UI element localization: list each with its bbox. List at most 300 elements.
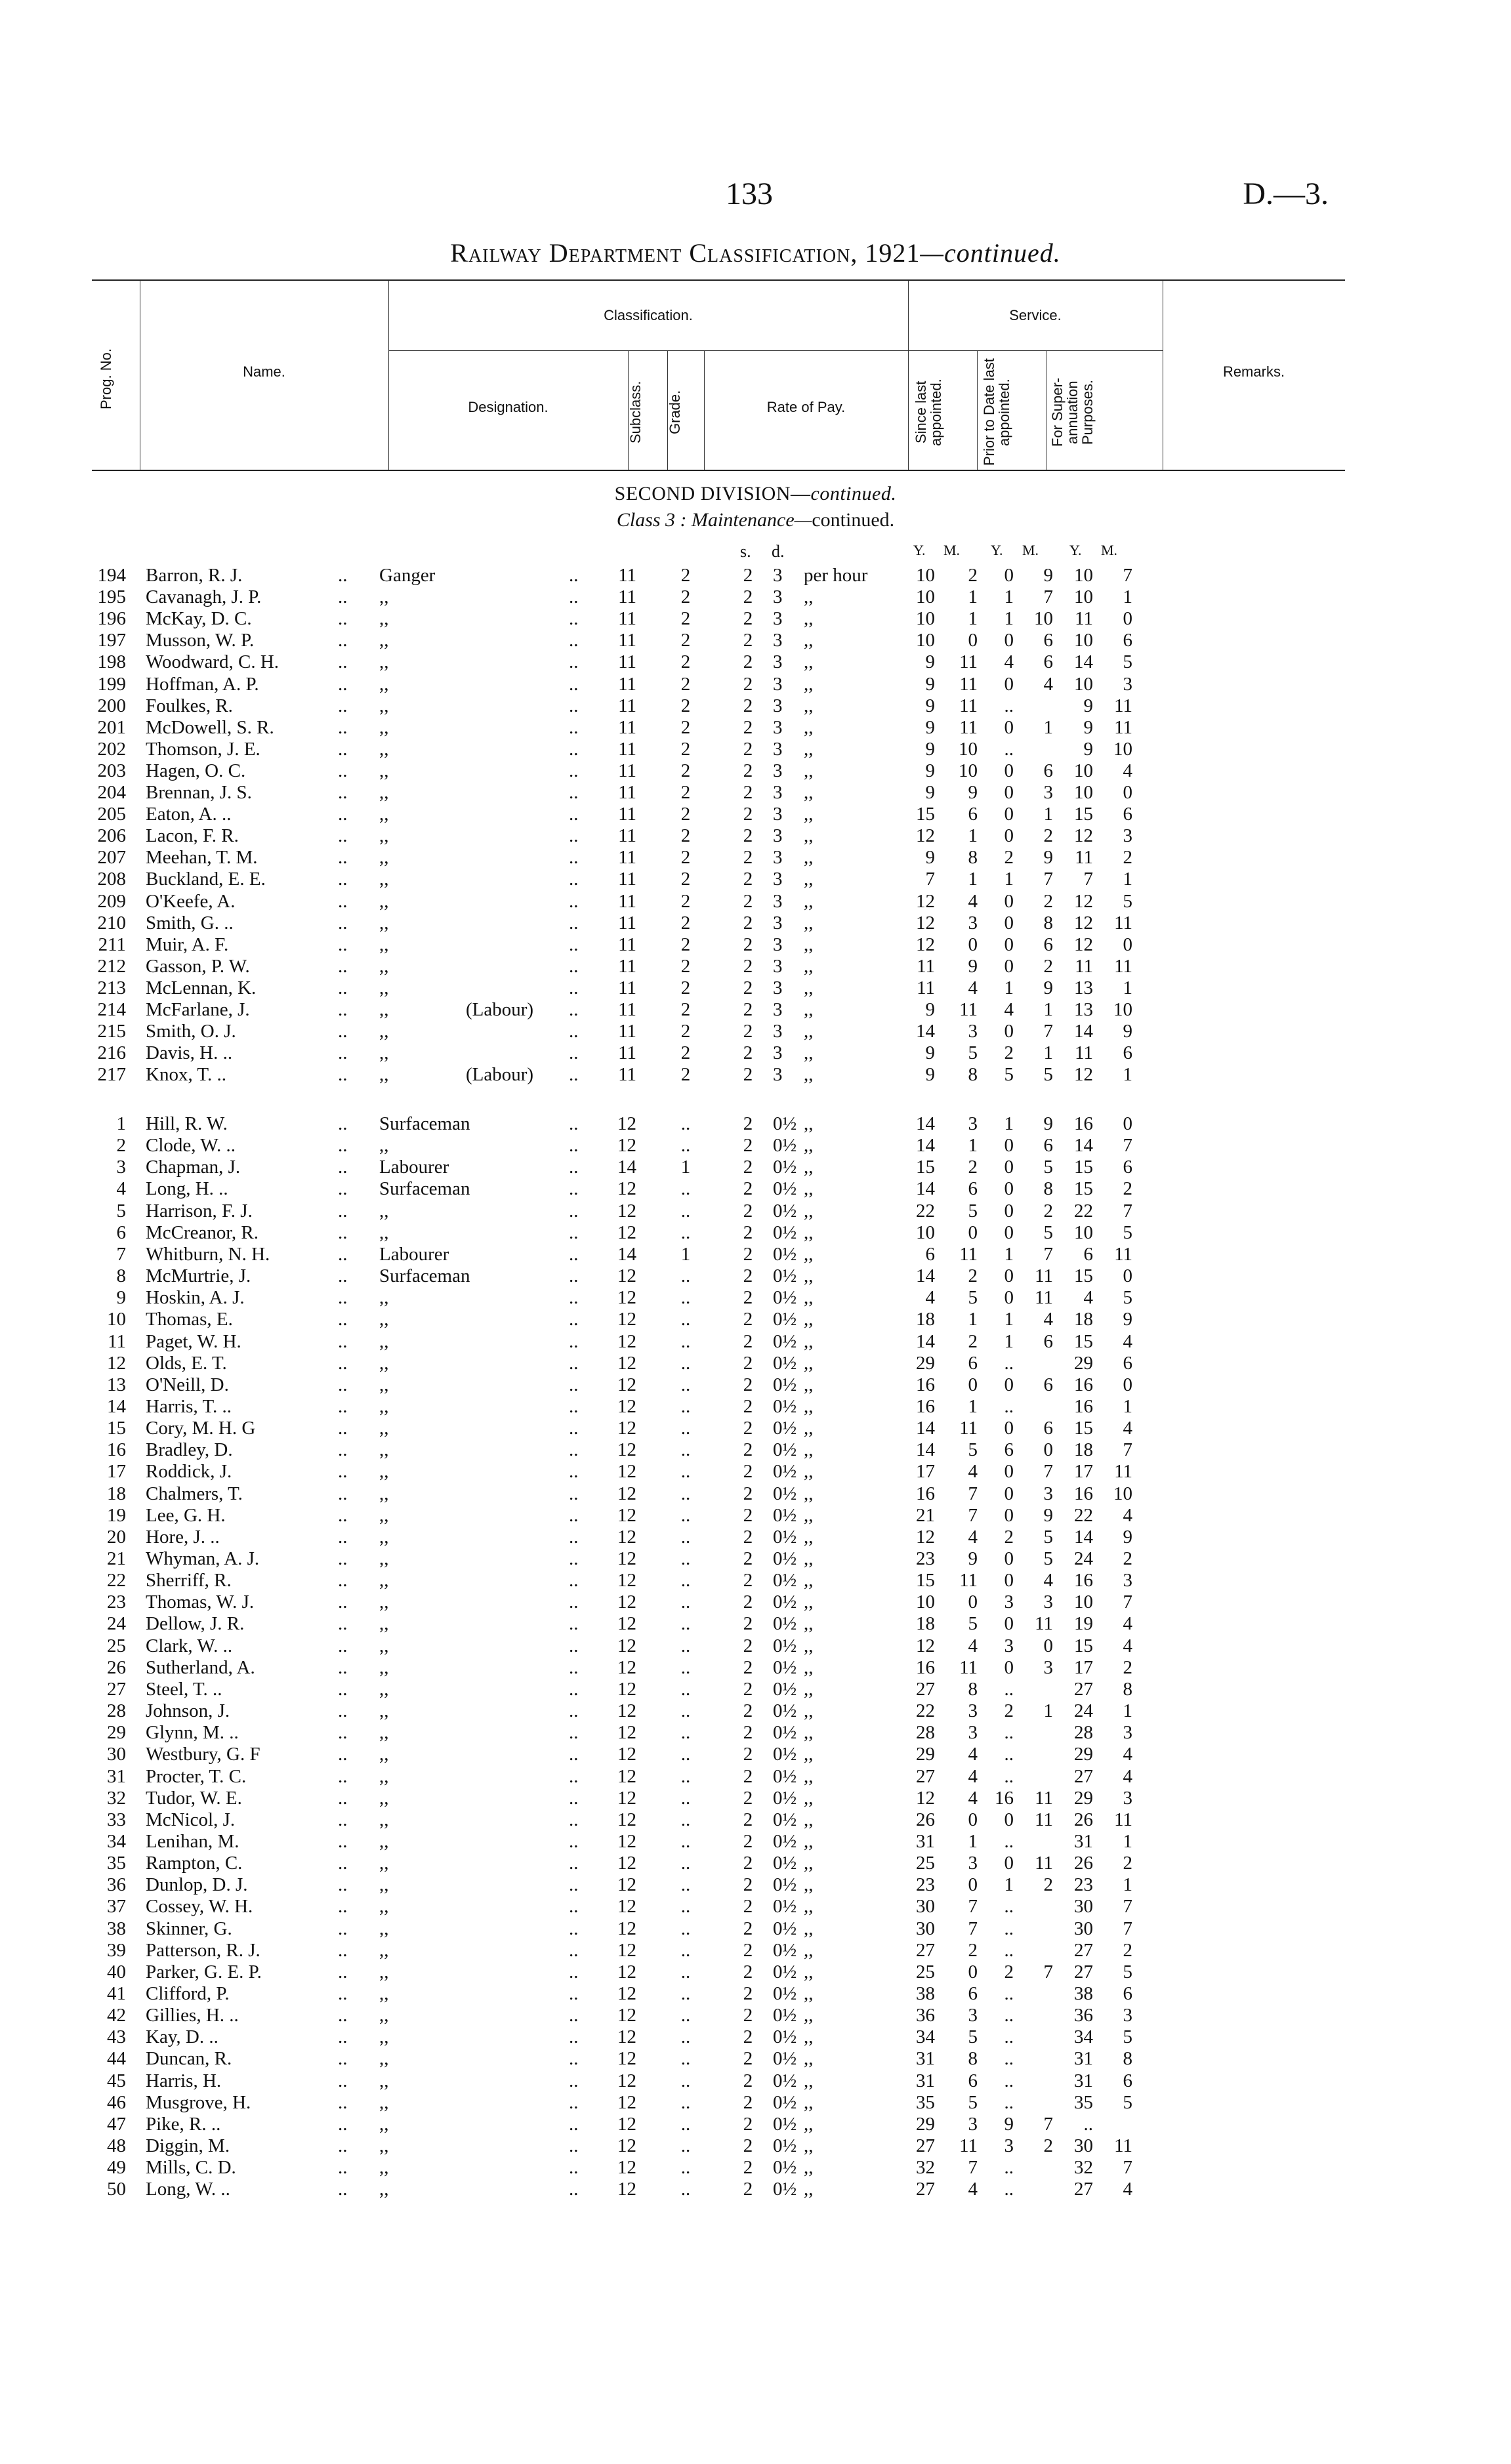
cell-prior-years: 3 [1004, 1591, 1014, 1613]
cell-leader: .. [569, 608, 579, 630]
cell-subclass: 12 [617, 2157, 636, 2179]
cell-prior-years: 3 [1004, 2135, 1014, 2157]
cell-since-months: 0 [968, 934, 978, 955]
cell-grade: .. [680, 2179, 691, 2200]
cell-name: Rampton, C. [146, 1853, 243, 1874]
cell-leader: .. [338, 1722, 348, 1744]
cell-pay-pence: 3 [773, 912, 783, 934]
cell-prog-no: 43 [107, 2026, 126, 2048]
cell-pay-period: ,, [804, 760, 814, 781]
cell-super-months: 3 [1123, 1570, 1132, 1591]
cell-super-months: 7 [1123, 1200, 1132, 1222]
class-label: Class 3 : [616, 509, 687, 531]
cell-prior-months: 2 [1043, 955, 1053, 977]
cell-super-months: 7 [1123, 1896, 1132, 1918]
cell-super-months: 8 [1123, 2048, 1132, 2070]
cell-pay-pence: 3 [773, 782, 783, 803]
cell-prior-months: 1 [1043, 1042, 1053, 1064]
cell-prior-months: 3 [1043, 1483, 1053, 1504]
cell-subclass: 11 [618, 1021, 636, 1042]
cell-pay-period: ,, [804, 1809, 814, 1830]
cell-grade: .. [680, 1504, 691, 1526]
cell-super-years: 9 [1083, 738, 1093, 760]
table-row [0, 607, 1511, 630]
cell-since-months: 6 [968, 2070, 978, 2091]
cell-pay-shillings: 2 [743, 1765, 753, 1787]
cell-pay-pence: 0½ [773, 1700, 797, 1722]
cell-since-months: 0 [968, 1222, 978, 1243]
cell-pay-shillings: 2 [743, 1874, 753, 1896]
cell-since-months: 1 [968, 825, 978, 847]
cell-leader: .. [569, 1591, 579, 1613]
cell-leader: .. [569, 1809, 579, 1830]
cell-pay-pence: 3 [773, 586, 783, 608]
cell-since-months: 7 [968, 1918, 978, 1939]
cell-pay-period: ,, [804, 1526, 814, 1548]
cell-super-years: 24 [1074, 1700, 1093, 1722]
cell-since-years: 38 [916, 1983, 935, 2004]
cell-since-years: 10 [916, 1222, 935, 1243]
cell-pay-shillings: 2 [743, 1548, 753, 1569]
cell-leader: .. [338, 1200, 348, 1222]
cell-pay-pence: 0½ [773, 1504, 797, 1526]
cell-since-years: 10 [916, 630, 935, 651]
cell-since-years: 9 [925, 1042, 935, 1064]
cell-pay-pence: 0½ [773, 1287, 797, 1309]
cell-prog-no: 12 [107, 1352, 126, 1374]
cell-super-months: 9 [1123, 1309, 1132, 1330]
cell-prior-years: 0 [1004, 1178, 1014, 1200]
cell-pay-pence: 0½ [773, 1395, 797, 1417]
cell-designation-note: (Labour) [466, 1064, 534, 1086]
cell-designation-note: (Labour) [466, 999, 534, 1020]
cell-subclass: 12 [617, 1939, 636, 1961]
cell-pay-shillings: 2 [743, 2005, 753, 2026]
cell-prog-no: 16 [107, 1439, 126, 1461]
cell-since-months: 6 [968, 1178, 978, 1200]
cell-subclass: 12 [617, 1830, 636, 1852]
cell-prog-no: 211 [98, 934, 126, 955]
cell-pay-period: ,, [804, 890, 814, 912]
cell-subclass: 12 [617, 1961, 636, 1982]
cell-leader: .. [569, 586, 579, 608]
table-row [0, 955, 1511, 977]
cell-prior-months: 11 [1035, 1787, 1053, 1809]
cell-prior-months: 11 [1035, 1853, 1053, 1874]
cell-name: Parker, G. E. P. [146, 1961, 262, 1982]
header-since-last: Since last appointed. [913, 379, 945, 446]
cell-subclass: 12 [617, 2113, 636, 2135]
cell-leader: .. [569, 847, 579, 869]
cell-name: Buckland, E. E. [146, 869, 266, 890]
table-row [0, 1787, 1511, 1809]
cell-since-months: 9 [968, 782, 978, 803]
cell-super-months: 11 [1114, 1461, 1132, 1483]
cell-designation: Surfaceman [379, 1113, 470, 1134]
cell-subclass: 11 [618, 999, 636, 1020]
cell-pay-shillings: 2 [743, 1613, 753, 1635]
cell-leader: .. [338, 825, 348, 847]
cell-name: Cory, M. H. G [146, 1418, 256, 1439]
cell-pay-period: ,, [804, 630, 814, 651]
section-title [0, 483, 1511, 505]
cell-pay-period: ,, [804, 1418, 814, 1439]
cell-leader: .. [569, 760, 579, 781]
cell-subclass: 12 [617, 1678, 636, 1700]
cell-pay-shillings: 2 [743, 1961, 753, 1982]
cell-subclass: 12 [617, 1765, 636, 1787]
cell-subclass: 11 [618, 695, 636, 716]
cell-pay-period: ,, [804, 586, 814, 608]
cell-since-years: 12 [916, 912, 935, 934]
cell-subclass: 12 [617, 1853, 636, 1874]
cell-pay-period: ,, [804, 1243, 814, 1265]
cell-leader: .. [338, 782, 348, 803]
cell-pay-pence: 0½ [773, 1983, 797, 2004]
table-row [0, 1286, 1511, 1309]
table-row [0, 1635, 1511, 1657]
cell-prog-no: 9 [116, 1287, 126, 1309]
cell-grade: .. [680, 1222, 691, 1243]
cell-prog-no: 47 [107, 2113, 126, 2135]
cell-prior-years: 6 [1004, 1439, 1014, 1461]
table-row [0, 934, 1511, 956]
cell-pay-pence: 0½ [773, 1722, 797, 1744]
cell-prog-no: 41 [107, 1983, 126, 2004]
cell-leader: .. [569, 1526, 579, 1548]
cell-pay-shillings: 2 [743, 2113, 753, 2135]
cell-super-years: 29 [1074, 1352, 1093, 1374]
cell-leader: .. [569, 1374, 579, 1395]
cell-leader: .. [569, 1722, 579, 1744]
cell-grade: .. [680, 2070, 691, 2091]
cell-since-months: 5 [968, 1042, 978, 1064]
cell-pay-shillings: 2 [743, 1918, 753, 1939]
cell-prior-years: 2 [1004, 1042, 1014, 1064]
cell-super-months: 4 [1123, 2179, 1132, 2200]
cell-subclass: 12 [617, 1309, 636, 1330]
header-subclass: Subclass. [627, 380, 644, 443]
cell-prior-months: 11 [1035, 1613, 1053, 1635]
cell-name: Diggin, M. [146, 2135, 230, 2157]
cell-designation: ,, [379, 2048, 389, 2070]
cell-pay-pence: 0½ [773, 1939, 797, 1961]
class-name: Maintenance— [692, 509, 812, 531]
cell-pay-period: ,, [804, 1178, 814, 1200]
cell-pay-shillings: 2 [743, 1461, 753, 1483]
cell-since-years: 29 [916, 1352, 935, 1374]
cell-designation: ,, [379, 1374, 389, 1395]
table-row [0, 1308, 1511, 1330]
cell-since-years: 10 [916, 1591, 935, 1613]
cell-grade: .. [680, 1939, 691, 1961]
cell-name: Johnson, J. [146, 1700, 230, 1722]
cell-leader: .. [338, 1395, 348, 1417]
cell-name: Muir, A. F. [146, 934, 229, 955]
cell-pay-shillings: 2 [743, 716, 753, 738]
cell-designation: ,, [379, 1656, 389, 1678]
cell-since-months: 1 [968, 586, 978, 608]
cell-leader: .. [569, 869, 579, 890]
header-name: Name. [243, 363, 285, 380]
cell-grade: 1 [680, 1243, 691, 1265]
cell-leader: .. [338, 1461, 348, 1483]
cell-prog-no: 7 [116, 1243, 126, 1265]
cell-subclass: 12 [617, 1548, 636, 1569]
cell-super-months: 7 [1123, 565, 1132, 586]
cell-prog-no: 214 [97, 999, 126, 1020]
cell-name: Patterson, R. J. [146, 1939, 260, 1961]
cell-leader: .. [338, 1961, 348, 1982]
cell-leader: .. [569, 1939, 579, 1961]
cell-leader: .. [338, 1656, 348, 1678]
cell-name: Thomson, J. E. [146, 738, 260, 760]
cell-super-years: 11 [1075, 608, 1093, 630]
cell-subclass: 11 [618, 1064, 636, 1086]
cell-since-months: 5 [968, 1200, 978, 1222]
cell-name: Hagen, O. C. [146, 760, 246, 781]
cell-super-years: 10 [1074, 673, 1093, 695]
cell-grade: 2 [680, 804, 691, 825]
cell-name: Harris, H. [146, 2070, 222, 2091]
cell-prog-no: 208 [97, 869, 126, 890]
cell-pay-period: ,, [804, 2048, 814, 2070]
cell-pay-pence: 0½ [773, 1961, 797, 1982]
table-row [0, 1352, 1511, 1374]
cell-prog-no: 5 [116, 1200, 126, 1222]
table-row [0, 1874, 1511, 1896]
cell-pay-pence: 0½ [773, 1526, 797, 1548]
cell-subclass: 11 [618, 825, 636, 847]
cell-grade: .. [680, 1352, 691, 1374]
cell-prior-months: 7 [1043, 1961, 1053, 1982]
cell-grade: .. [680, 1744, 691, 1765]
cell-pay-pence: 0½ [773, 1830, 797, 1852]
cell-since-years: 29 [916, 1744, 935, 1765]
table-row [0, 1113, 1511, 1135]
cell-super-months: 4 [1123, 1635, 1132, 1656]
cell-prog-no: 215 [97, 1021, 126, 1042]
cell-super-months: 0 [1123, 782, 1132, 803]
cell-leader: .. [569, 716, 579, 738]
cell-leader: .. [569, 1418, 579, 1439]
cell-subclass: 12 [617, 2048, 636, 2070]
class-suffix: continued. [812, 509, 895, 531]
cell-leader: .. [569, 1830, 579, 1852]
cell-prior-years: 1 [1004, 586, 1014, 608]
cell-designation: Surfaceman [379, 1178, 470, 1200]
cell-since-months: 5 [968, 1439, 978, 1461]
cell-since-years: 27 [916, 1765, 935, 1787]
cell-pay-shillings: 2 [743, 651, 753, 673]
cell-name: Chapman, J. [146, 1157, 241, 1178]
cell-prog-no: 201 [97, 716, 126, 738]
table-row [0, 1548, 1511, 1570]
cell-subclass: 12 [617, 1700, 636, 1722]
cell-name: O'Keefe, A. [146, 890, 236, 912]
cell-pay-period: ,, [804, 716, 814, 738]
cell-name: Thomas, W. J. [146, 1591, 255, 1613]
cell-designation: ,, [379, 1526, 389, 1548]
cell-prog-no: 197 [97, 630, 126, 651]
table-row [0, 1591, 1511, 1613]
cell-super-months: 5 [1123, 2091, 1132, 2113]
cell-prior-years: 3 [1004, 1635, 1014, 1656]
cell-subclass: 11 [618, 890, 636, 912]
cell-leader: .. [569, 1983, 579, 2004]
cell-leader: .. [569, 1352, 579, 1374]
cell-super-months: 2 [1123, 1656, 1132, 1678]
cell-super-years: 15 [1074, 804, 1093, 825]
cell-pay-shillings: 2 [743, 673, 753, 695]
cell-prior-months: 6 [1043, 760, 1053, 781]
cell-super-years: 10 [1074, 1591, 1093, 1613]
cell-since-months: 7 [968, 1483, 978, 1504]
cell-prog-no: 2 [116, 1135, 126, 1157]
cell-super-months: 4 [1123, 1418, 1132, 1439]
cell-grade: .. [680, 1853, 691, 1874]
cell-super-years: 30 [1074, 1896, 1093, 1918]
cell-leader: .. [569, 1330, 579, 1352]
cell-designation: ,, [379, 1591, 389, 1613]
cell-since-years: 9 [925, 716, 935, 738]
cell-subclass: 12 [617, 1439, 636, 1461]
cell-pay-period: ,, [804, 2135, 814, 2157]
table-row [0, 1374, 1511, 1396]
cell-subclass: 12 [617, 2070, 636, 2091]
cell-super-years: 31 [1074, 1830, 1093, 1852]
cell-leader: .. [569, 890, 579, 912]
cell-pay-period: ,, [804, 1765, 814, 1787]
cell-since-years: 27 [916, 2135, 935, 2157]
cell-pay-shillings: 2 [743, 1418, 753, 1439]
cell-super-years: 11 [1075, 955, 1093, 977]
cell-since-years: 12 [916, 1526, 935, 1548]
cell-subclass: 11 [618, 738, 636, 760]
cell-grade: .. [680, 1613, 691, 1635]
cell-pay-period: ,, [804, 804, 814, 825]
table-row [0, 1656, 1511, 1679]
cell-pay-shillings: 2 [743, 2048, 753, 2070]
cell-designation: ,, [379, 1135, 389, 1157]
cell-prog-no: 40 [107, 1961, 126, 1982]
cell-pay-pence: 0½ [773, 2135, 797, 2157]
cell-pay-pence: 0½ [773, 1591, 797, 1613]
cell-super-years: 12 [1074, 890, 1093, 912]
cell-prog-no: 20 [107, 1526, 126, 1548]
cell-prior-years: 0 [1004, 1135, 1014, 1157]
cell-super-years: 12 [1074, 912, 1093, 934]
table-row [0, 803, 1511, 825]
cell-super-years: 27 [1074, 1678, 1093, 1700]
cell-pay-period: ,, [804, 1787, 814, 1809]
cell-prior-months: 4 [1043, 673, 1053, 695]
cell-super-months: 1 [1123, 1395, 1132, 1417]
cell-name: Tudor, W. E. [146, 1787, 242, 1809]
cell-since-months: 4 [968, 890, 978, 912]
cell-since-years: 16 [916, 1483, 935, 1504]
cell-pay-shillings: 2 [743, 977, 753, 998]
cell-pay-period: per hour [804, 565, 868, 586]
cell-pay-pence: 3 [773, 1042, 783, 1064]
cell-prog-no: 11 [108, 1330, 126, 1352]
cell-since-years: 15 [916, 1570, 935, 1591]
cell-name: Gillies, H. .. [146, 2005, 239, 2026]
table-row [0, 1569, 1511, 1591]
cell-name: Musson, W. P. [146, 630, 255, 651]
cell-designation: ,, [379, 1809, 389, 1830]
cell-leader: .. [338, 1874, 348, 1896]
cell-grade: 2 [680, 912, 691, 934]
cell-prior-years: .. [1004, 1918, 1014, 1939]
cell-name: Barron, R. J. [146, 565, 243, 586]
cell-pay-period: ,, [804, 1570, 814, 1591]
cell-leader: .. [569, 1157, 579, 1178]
cell-super-months: 3 [1123, 673, 1132, 695]
cell-leader: .. [338, 1939, 348, 1961]
cell-pay-period: ,, [804, 1352, 814, 1374]
cell-subclass: 11 [618, 912, 636, 934]
cell-subclass: 11 [618, 716, 636, 738]
cell-designation: ,, [379, 1635, 389, 1656]
cell-pay-pence: 0½ [773, 1787, 797, 1809]
cell-pay-shillings: 2 [743, 1021, 753, 1042]
cell-since-years: 32 [916, 2157, 935, 2179]
cell-prior-years: 1 [1004, 1113, 1014, 1134]
cell-prior-months: 11 [1035, 1287, 1053, 1309]
cell-designation: Ganger [379, 565, 436, 586]
cell-pay-shillings: 2 [743, 1504, 753, 1526]
cell-pay-shillings: 2 [743, 1352, 753, 1374]
cell-leader: .. [569, 825, 579, 847]
cell-prog-no: 45 [107, 2070, 126, 2091]
cell-grade: .. [680, 1113, 691, 1134]
cell-prior-years: 1 [1004, 1330, 1014, 1352]
cell-pay-period: ,, [804, 2179, 814, 2200]
cell-super-months: 3 [1123, 2005, 1132, 2026]
cell-leader: .. [569, 738, 579, 760]
cell-pay-pence: 0½ [773, 1178, 797, 1200]
cell-since-months: 4 [968, 1744, 978, 1765]
cell-super-years: 31 [1074, 2048, 1093, 2070]
cell-prog-no: 205 [97, 804, 126, 825]
cell-subclass: 12 [617, 2005, 636, 2026]
cell-prog-no: 1 [116, 1113, 126, 1134]
table-row [0, 1200, 1511, 1222]
table-row [0, 1895, 1511, 1918]
cell-subclass: 12 [617, 1222, 636, 1243]
cell-prog-no: 25 [107, 1635, 126, 1656]
cell-prior-years: 16 [995, 1787, 1014, 1809]
cell-pay-period: ,, [804, 1135, 814, 1157]
cell-since-years: 18 [916, 1309, 935, 1330]
header-prog-no: Prog. No. [98, 348, 114, 410]
cell-super-years: 16 [1074, 1570, 1093, 1591]
cell-super-years: 13 [1074, 999, 1093, 1020]
cell-prior-years: .. [1004, 2026, 1014, 2048]
cell-since-months: 3 [968, 1722, 978, 1744]
cell-name: Davis, H. .. [146, 1042, 233, 1064]
cell-since-months: 5 [968, 2026, 978, 2048]
cell-super-months: 2 [1123, 1853, 1132, 1874]
table-row [0, 564, 1511, 586]
cell-pay-period: ,, [804, 1483, 814, 1504]
cell-leader: .. [569, 977, 579, 998]
cell-name: McDowell, S. R. [146, 716, 274, 738]
cell-pay-pence: 0½ [773, 1656, 797, 1678]
cell-leader: .. [338, 1504, 348, 1526]
cell-pay-shillings: 2 [743, 1113, 753, 1134]
